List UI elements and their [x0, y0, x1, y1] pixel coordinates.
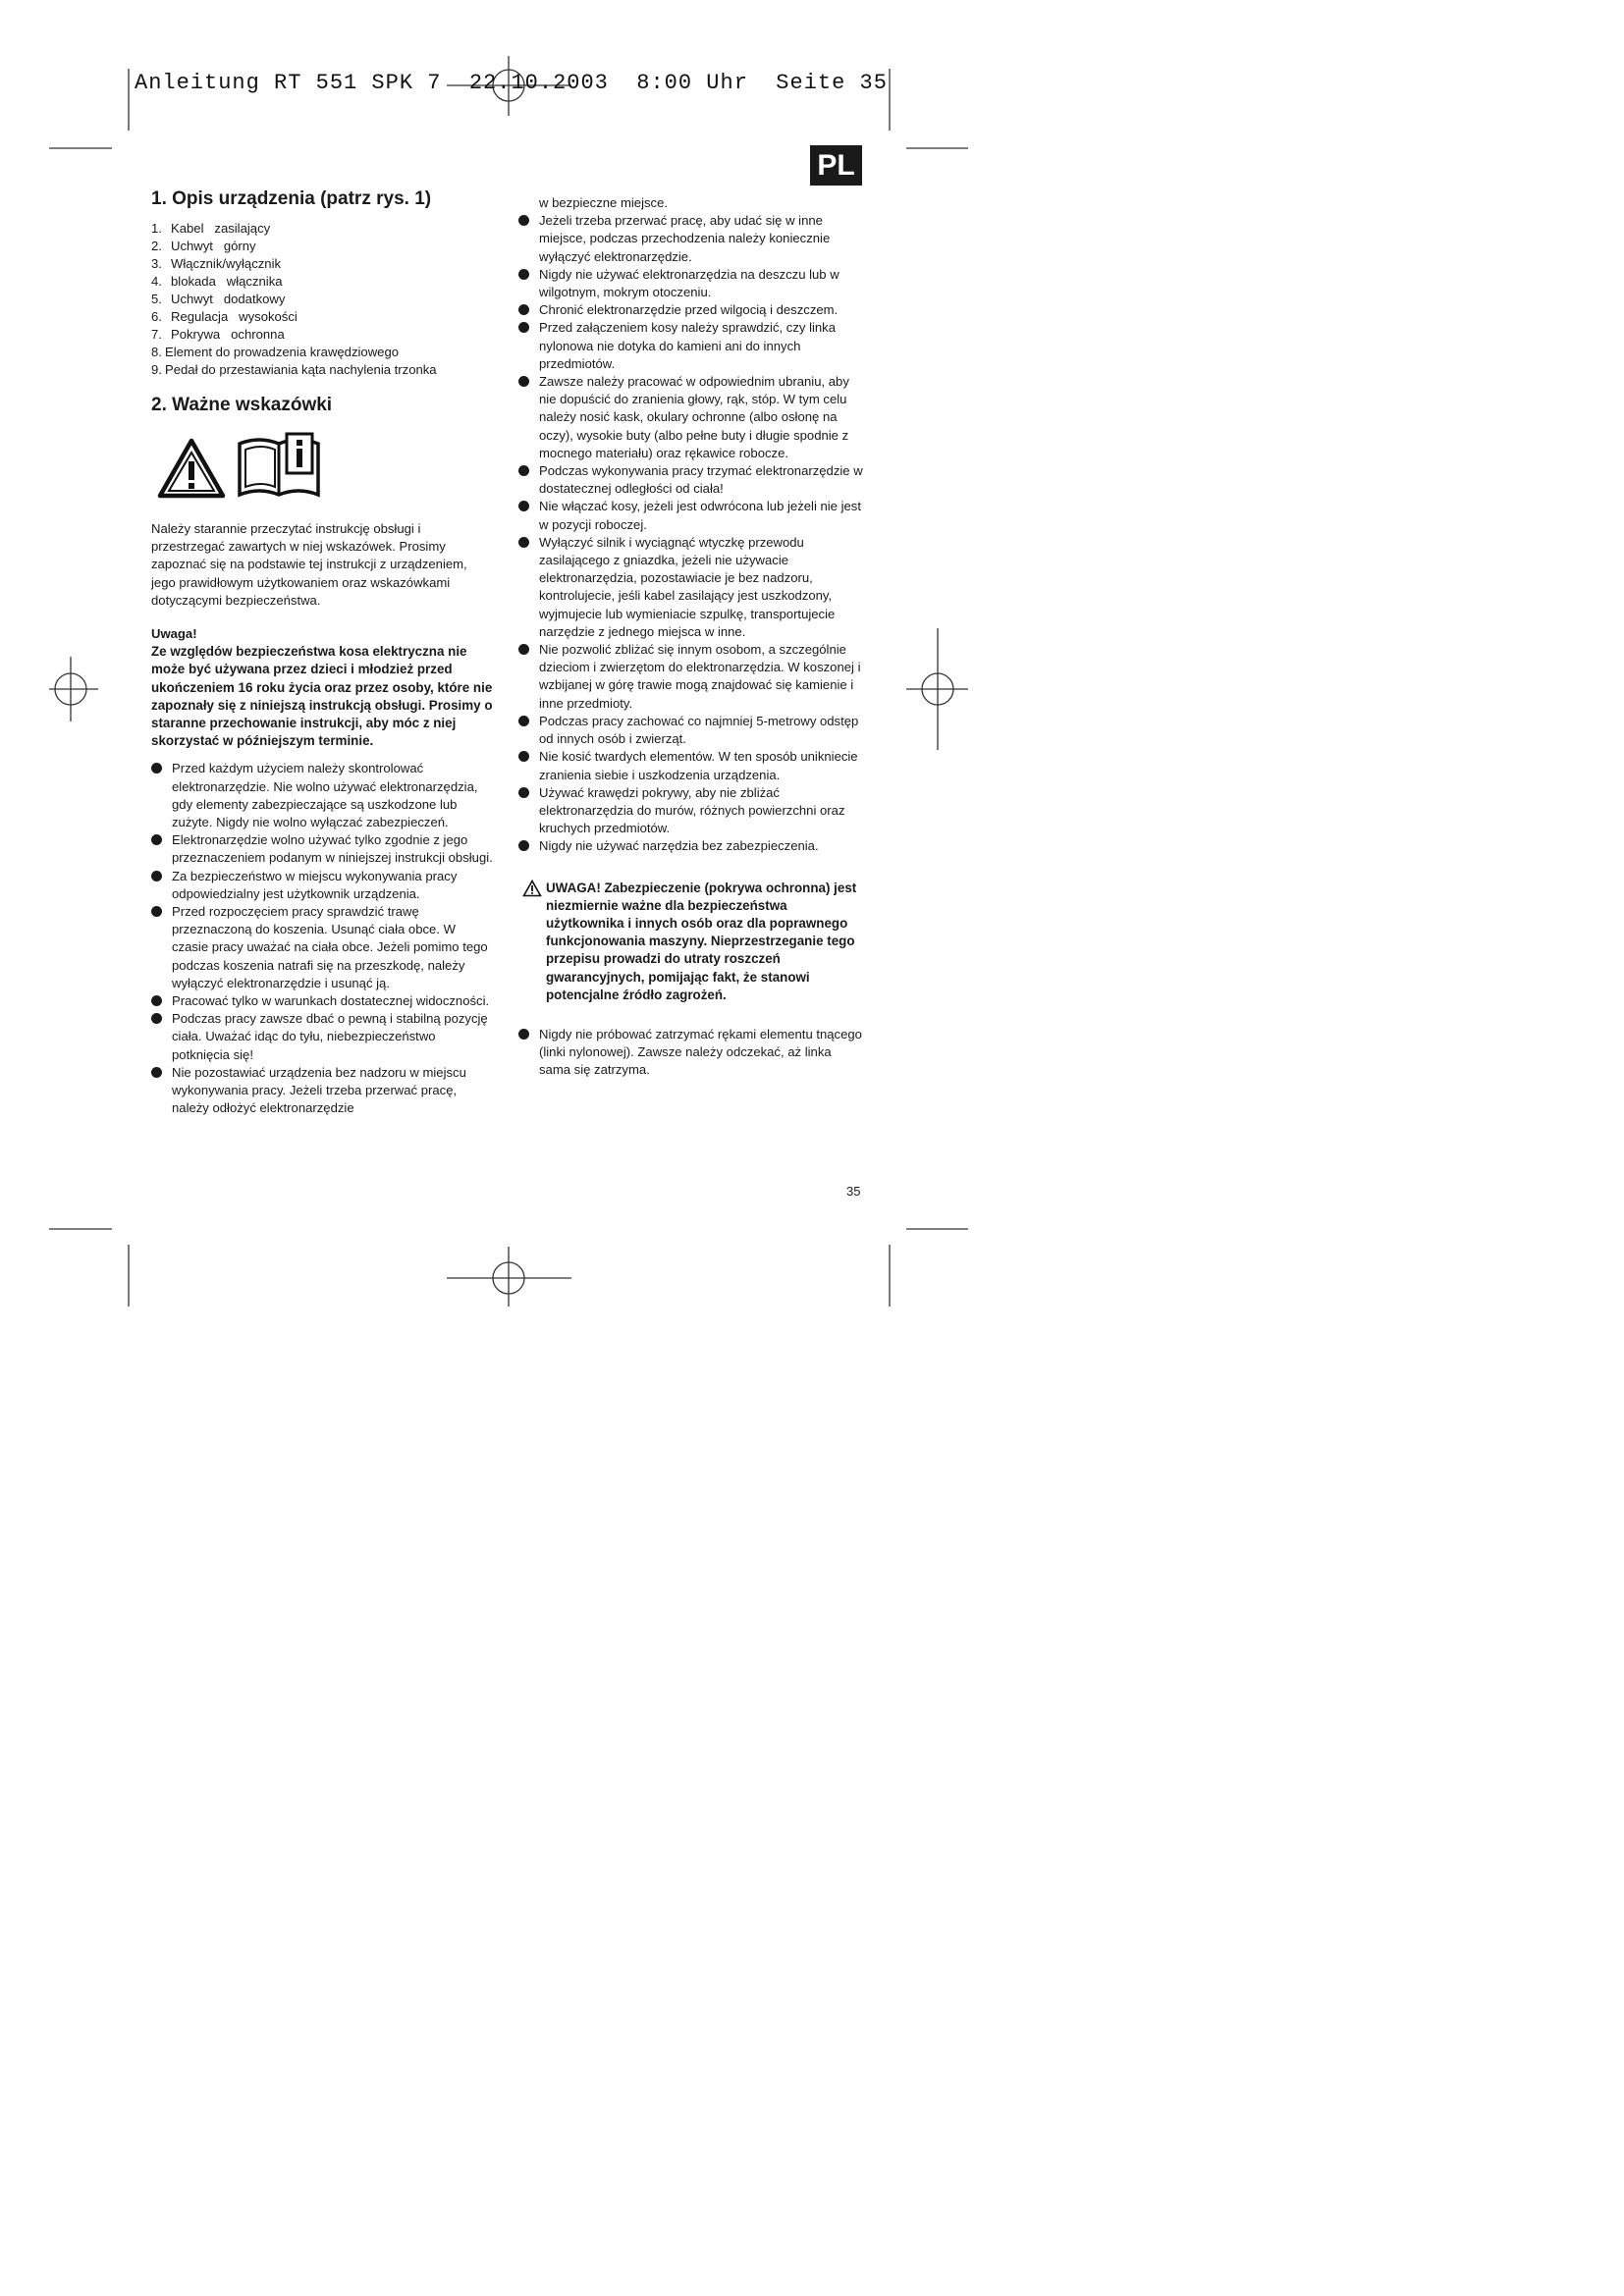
list-item: Elektronarzędzie wolno używać tylko zgodnie z jego przeznaczeniem podanym w niniejszej instrukcji obsługi.	[151, 831, 495, 867]
list-item: Używać krawędzi pokrywy, aby nie zbliżać elektronarzędzia do murów, różnych powierzchni oraz kruchych przedmiotów.	[518, 784, 866, 838]
list-item: Pracować tylko w warunkach dostatecznej widoczności.	[151, 992, 495, 1010]
right-column	[518, 194, 866, 1080]
bullet-icon	[518, 1029, 529, 1040]
parts-list-item: 7. Pokrywa ochronna	[151, 327, 285, 342]
warning-triangle-icon	[522, 880, 542, 897]
list-item: Podczas wykonywania pracy trzymać elektronarzędzie w dostatecznej odległości od ciała!	[518, 462, 866, 498]
list-item: Wyłączyć silnik i wyciągnąć wtyczkę przewodu zasilającego z gniazdka, jeżeli nie używacie elektronarzędzia, pozostawiacie je bez nadzoru, kontrolujecie, jeśli kabel zasilający jest uszkodzony, wyjmujecie lub wymieniacie szpulkę, transportujecie narzędzie z jednego miejsca w inne.	[518, 534, 866, 641]
parts-list-item: 3. Włącznik/wyłącznik	[151, 256, 282, 271]
list-item: Chronić elektronarzędzie przed wilgocią i deszczem.	[518, 301, 866, 319]
bullet-icon	[518, 322, 529, 333]
list-item: Zawsze należy pracować w odpowiednim ubraniu, aby nie dopuścić do zranienia głowy, rąk, stóp. W tym celu należy nosić kask, okulary ochronne (albo osłonę na oczy), wysokie buty (albo pełne buty i długie spodnie z mocnego materiału) oraz rękawice robocze.	[518, 373, 866, 462]
bullet-icon	[518, 840, 529, 851]
list-item: Nie włączać kosy, jeżeli jest odwrócona lub jeżeli nie jest w pozycji roboczej.	[518, 498, 866, 533]
parts-list-item: 2. Uchwyt górny	[151, 239, 256, 253]
parts-list-item: 5. Uchwyt dodatkowy	[151, 292, 286, 306]
info-book-icon	[236, 430, 322, 501]
bullet-icon	[518, 751, 529, 762]
list-item: Przed każdym użyciem należy skontrolować elektronarzędzie. Nie wolno używać elektronarzędzia, gdy elementy zabezpieczające są uszkodzone lub zużyte. Nigdy nie wolno wyłączać zabezpieczeń.	[151, 760, 495, 831]
bullet-icon	[518, 465, 529, 476]
bullet-icon	[518, 215, 529, 226]
bullet-icon	[151, 763, 162, 774]
caution-paragraph: UWAGA! Zabezpieczenie (pokrywa ochronna) jest niezmiernie ważne dla bezpieczeństwa użytkownika i innych osób oraz dla poprawnego funkcjonowania maszyny. Nieprzestrzeganie tego przepisu prowadzi do utraty roszczeń gwarancyjnych, pomijając fakt, że stanowi potencjalne źródło zagrożeń.	[546, 880, 857, 1002]
bullet-icon	[151, 906, 162, 917]
list-item: Nie kosić twardych elementów. W ten sposób unikniecie zranienia siebie i uszkodzenia urządzenia.	[518, 748, 866, 783]
list-item: Przed rozpoczęciem pracy sprawdzić trawę przeznaczoną do koszenia. Usunąć ciała obce. W czasie pracy uważać na ciała obce. Jeżeli pomimo tego podczas koszenia natrafi się na przeszkodę, należy wyłączyć elektronarzędzie i usunąć ją.	[151, 903, 495, 992]
parts-list-item: 8. Element do prowadzenia krawędziowego	[151, 345, 400, 359]
parts-list	[151, 220, 495, 379]
parts-list-item: 9. Pedał do przestawiania kąta nachylenia trzonka	[151, 362, 437, 377]
parts-list-item: 4. blokada włącznika	[151, 274, 283, 289]
bullet-icon	[518, 304, 529, 315]
page-number: 35	[846, 1184, 861, 1199]
bullet-icon	[518, 537, 529, 548]
bullet-icon	[151, 1013, 162, 1024]
list-item: Nie pozostawiać urządzenia bez nadzoru w miejscu wykonywania pracy. Jeżeli trzeba przerwać pracę, należy odłożyć elektronarzędzie	[151, 1064, 495, 1118]
warning-label: Uwaga!	[151, 626, 197, 642]
bullet-icon	[518, 644, 529, 655]
right-bullet-list	[518, 212, 866, 855]
bullet-icon	[518, 787, 529, 798]
list-item: Nigdy nie używać narzędzia bez zabezpieczenia.	[518, 837, 866, 855]
bullet-icon	[151, 995, 162, 1006]
list-item: Nie pozwolić zbliżać się innym osobom, a szczególnie dzieciom i zwierzętom do elektronarzędzia. W koszonej i wzbijanej w górę trawie mogą znajdować się kamienie i inne przedmioty.	[518, 641, 866, 713]
list-item: Nigdy nie próbować zatrzymać rękami elementu tnącego (linki nylonowej). Zawsze należy odczekać, aż linka sama się zatrzyma.	[518, 1026, 866, 1080]
warning-pictograms	[151, 430, 495, 516]
intro-paragraph: Należy starannie przeczytać instrukcję obsługi i przestrzegać zawartych w niej wskazówek. Prosimy zapoznać się na podstawie tej instrukcji z urządzeniem, jego prawidłowym użytkowaniem oraz wskazówkami dotyczącymi bezpieczeństwa.	[151, 521, 467, 608]
bullet-icon	[518, 716, 529, 726]
bullet-icon	[151, 834, 162, 845]
section-2-title: 2. Ważne wskazówki	[151, 395, 333, 415]
left-column	[151, 187, 495, 1118]
list-item: Nigdy nie używać elektronarzędzia na deszczu lub w wilgotnym, mokrym otoczeniu.	[518, 266, 866, 301]
left-bullet-list	[151, 760, 495, 1117]
parts-list-item: 6. Regulacja wysokości	[151, 309, 298, 324]
bullet-icon	[151, 871, 162, 881]
caution-block	[518, 880, 866, 1004]
warning-triangle-icon	[157, 438, 226, 499]
parts-list-item: 1. Kabel zasilający	[151, 221, 271, 236]
list-item: Podczas pracy zawsze dbać o pewną i stabilną pozycję ciała. Uważać idąc do tyłu, niebezpieczeństwo potknięcia się!	[151, 1010, 495, 1064]
bullet-icon	[518, 501, 529, 511]
bullet-icon	[151, 1067, 162, 1078]
list-item: Podczas pracy zachować co najmniej 5-metrowy odstęp od innych osób i zwierząt.	[518, 713, 866, 748]
list-item: Jeżeli trzeba przerwać pracę, aby udać się w inne miejsce, podczas przechodzenia należy koniecznie wyłączyć elektronarzędzie.	[518, 212, 866, 266]
continuation-text: w bezpieczne miejsce.	[539, 195, 668, 210]
section-1-title: 1. Opis urządzenia (patrz rys. 1)	[151, 188, 432, 209]
warning-paragraph: Ze względów bezpieczeństwa kosa elektryczna nie może być używana przez dzieci i młodzież przed ukończeniem 16 roku życia oraz przez osoby, które nie zapoznały się z niniejszą instrukcją obsługi. Prosimy o staranne przechowanie instrukcji, aby móc z niej skorzystać w późniejszym terminie.	[151, 644, 493, 749]
bullet-icon	[518, 376, 529, 387]
print-header: Anleitung RT 551 SPK 7 22.10.2003 8:00 Uhr Seite 35	[135, 71, 888, 95]
list-item: Za bezpieczeństwo w miejscu wykonywania pracy odpowiedzialny jest użytkownik urządzenia.	[151, 868, 495, 903]
language-badge: PL	[810, 145, 862, 186]
list-item: Przed załączeniem kosy należy sprawdzić, czy linka nylonowa nie dotyka do kamieni ani do innych przedmiotów.	[518, 319, 866, 373]
bullet-icon	[518, 269, 529, 280]
final-bullet-list	[518, 1026, 866, 1080]
